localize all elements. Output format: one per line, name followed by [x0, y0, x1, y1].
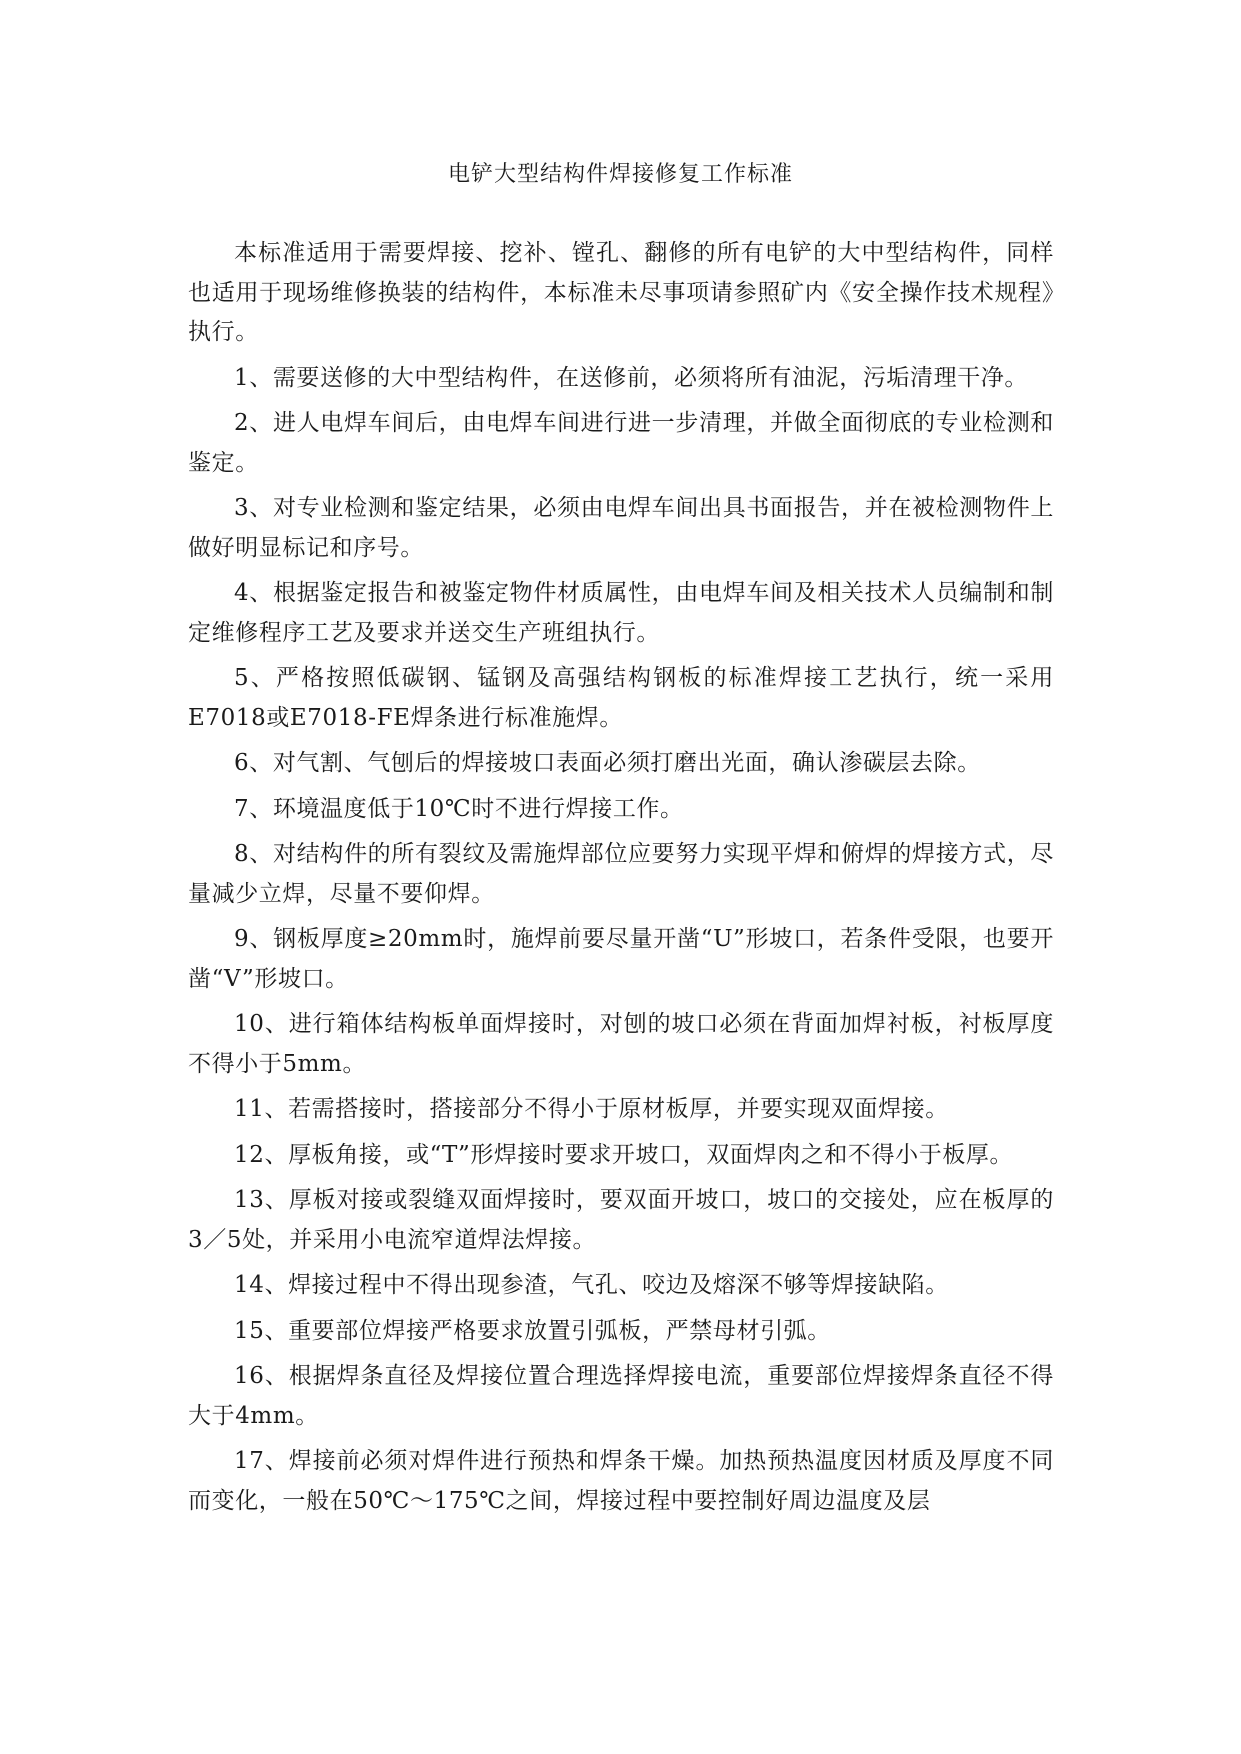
document-title: 电铲大型结构件焊接修复工作标准	[447, 162, 793, 187]
paragraph-item-5: 5、严格按照低碳钢、锰钢及高强结构钢板的标准焊接工艺执行，统一采用E7018或E7018-FE焊条进行标准施焊。	[188, 665, 1054, 731]
paragraph-item-3: 3、对专业检测和鉴定结果，必须由电焊车间出具书面报告，并在被检测物件上做好明显标记和序号。	[188, 495, 1054, 561]
paragraph-item-6: 6、对气割、气刨后的焊接坡口表面必须打磨出光面，确认渗碳层去除。	[234, 750, 981, 776]
paragraph-item-8: 8、对结构件的所有裂纹及需施焊部位应要努力实现平焊和俯焊的焊接方式，尽量减少立焊，尽量不要仰焊。	[188, 841, 1054, 907]
paragraph-item-2: 2、进人电焊车间后，由电焊车间进行进一步清理，并做全面彻底的专业检测和鉴定。	[188, 410, 1054, 476]
document-body	[188, 234, 1054, 1527]
paragraph-item-16: 16、根据焊条直径及焊接位置合理选择焊接电流，重要部位焊接焊条直径不得大于4mm。	[188, 1363, 1054, 1429]
paragraph-item-13: 13、厚板对接或裂缝双面焊接时，要双面开坡口，坡口的交接处，应在板厚的3／5处，并采用小电流窄道焊法焊接。	[188, 1187, 1054, 1253]
paragraph-item-1: 1、需要送修的大中型结构件，在送修前，必须将所有油泥，污垢清理干净。	[234, 364, 1029, 391]
paragraph-intro: 本标准适用于需要焊接、挖补、镗孔、翻修的所有电铲的大中型结构件，同样也适用于现场维修换装的结构件，本标准未尽事项请参照矿内《安全操作技术规程》执行。	[188, 240, 1054, 345]
paragraph-item-12: 12、厚板角接，或“T”形焊接时要求开坡口，双面焊肉之和不得小于板厚。	[234, 1141, 1014, 1168]
paragraph-item-4: 4、根据鉴定报告和被鉴定物件材质属性，由电焊车间及相关技术人员编制和制定维修程序工艺及要求并送交生产班组执行。	[188, 580, 1054, 646]
paragraph-item-15: 15、重要部位焊接严格要求放置引弧板，严禁母材引弧。	[234, 1317, 831, 1344]
paragraph-item-10: 10、进行箱体结构板单面焊接时，对刨的坡口必须在背面加焊衬板，衬板厚度不得小于5mm。	[188, 1011, 1054, 1077]
paragraph-item-11: 11、若需搭接时，搭接部分不得小于原材板厚，并要实现双面焊接。	[234, 1096, 949, 1122]
paragraph-item-9: 9、钢板厚度≥20mm时，施焊前要尽量开凿“U”形坡口，若条件受限，也要开凿“V”形坡口。	[188, 926, 1054, 992]
paragraph-item-17: 17、焊接前必须对焊件进行预热和焊条干燥。加热预热温度因材质及厚度不同而变化，一般在50℃～175℃之间，焊接过程中要控制好周边温度及层	[188, 1448, 1054, 1514]
paragraph-item-7: 7、环境温度低于10℃时不进行焊接工作。	[234, 795, 684, 822]
paragraph-item-14: 14、焊接过程中不得出现参渣，气孔、咬边及熔深不够等焊接缺陷。	[234, 1272, 949, 1298]
